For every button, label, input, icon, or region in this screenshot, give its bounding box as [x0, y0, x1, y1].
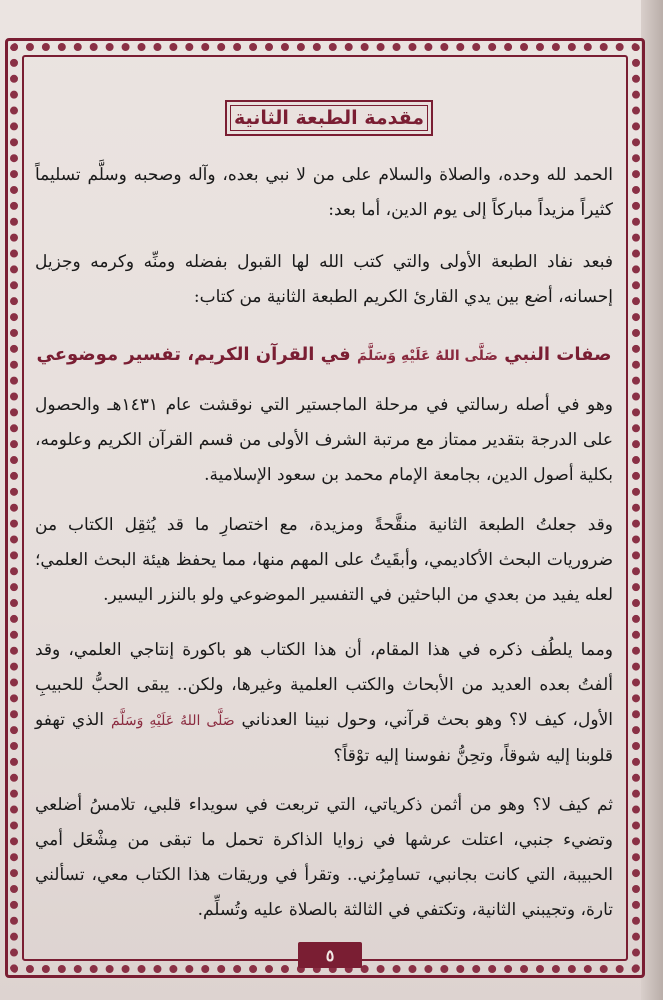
chapter-title: مقدمة الطبعة الثانية	[233, 107, 425, 129]
book-title-before: صفات النبي	[504, 344, 612, 365]
honorific-calligraphy-inline: صَلَّى اللهُ عَلَيْهِ وَسَلَّمَ	[110, 713, 235, 729]
page-number: ٥	[325, 945, 335, 965]
book-title-after: في القرآن الكريم، تفسير موضوعي	[36, 344, 351, 365]
paragraph-first-work	[35, 633, 613, 774]
paragraph-first-edition: فبعد نفاد الطبعة الأولى والتي كتب الله لها القبول بفضله ومنِّه وكرمه وجزيل إحسانه، أضع بين يدي القارئ الكريم الطبعة الثانية من كتاب:	[35, 252, 613, 307]
honorific-calligraphy: صَلَّى اللهُ عَلَيْهِ وَسَلَّمَ	[356, 348, 498, 364]
paragraph-opening: الحمد لله وحده، والصلاة والسلام على من لا نبي بعده، وآله وصحبه وسلَّم تسليماً كثيراً مزيداً مباركاً إلى يوم الدين، أما بعد:	[35, 165, 613, 220]
chapter-title-box	[225, 100, 433, 136]
paragraph-thesis: وهو في أصله رسالتي في مرحلة الماجستير التي نوقشت عام ١٤٣١هـ والحصول على الدرجة بتقدير ممتاز مع مرتبة الشرف الأولى من قسم القرآن الكريم وعلومه، بكلية أصول الدين، بجامعة الإمام محمد بن سعود الإسلامية.	[35, 395, 613, 485]
paragraph-first-work-before: ومما يلطُف ذكره في هذا المقام، أن هذا الكتاب هو باكورة إنتاجي العلمي، وقد ألفتُ بعده العديد من الأبحاث والكتب العلمية وغيرها، ولكن.. يبقى الحبُّ للحبيبِ الأول، كيف لا؟ وهو بحث قرآني، وحول نبينا العدناني	[35, 640, 614, 730]
book-title	[35, 340, 613, 371]
paragraph-memories: ثم كيف لا؟ وهو من أثمن ذكرياتي، التي تربعت في سويداء قلبي، تلامسُ أضلعي وتضيء جنبي، اعتلت عرشها في زوايا الذاكرة تحمل ما تبقى من مِشْعَل أمي الحبيبة، التي كانت بجانبي، تسامِرُني.. وتقرأ في وريقات هذا الكتاب معي، تسألني تارة، وتجيبني الثانية، وتكتفي في الثالثة بالصلاة عليه وتُسلِّم.	[35, 795, 613, 920]
paragraph-first-work-after: الذي تهفو قلوبنا إليه شوقاً، وتحِنُّ نفوسنا إليه توْقاً؟	[35, 710, 613, 766]
paragraph-second-edition: وقد جعلتُ الطبعة الثانية منقَّحةً ومزيدة، مع اختصارِ ما قد يُثقِل الكتاب من ضروريات البحث الأكاديمي، وأبقَيتُ على المهم منها، مما يحفظ هيئة البحث العلمي؛ لعله يفيد من بعدي من الباحثين في التفسير الموضوعي ولو بالنزر اليسير.	[35, 515, 613, 605]
page-number-tab	[298, 942, 362, 968]
